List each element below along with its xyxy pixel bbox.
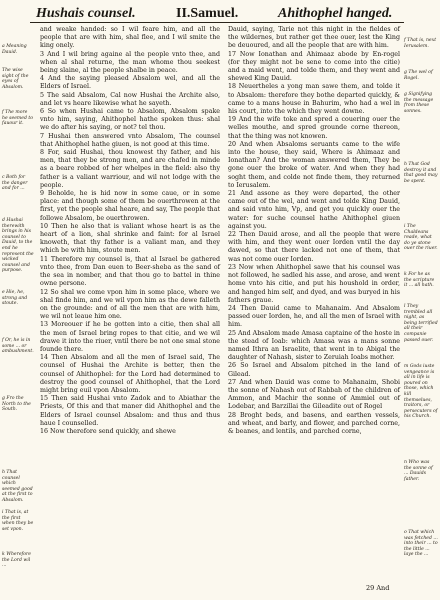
margin-note: m Gods iuste vengeance is all in life is poured on those, which kill themselues, traitors, or persecuters of his Church. xyxy=(404,364,438,420)
running-head xyxy=(0,6,440,22)
catchword: 29 And xyxy=(366,584,390,592)
margin-note: h That God destroy it and that good may be spent. xyxy=(404,162,438,184)
margin-note: f That is, next Ierusalem. xyxy=(404,38,437,49)
running-head-left: Hushais counsel. xyxy=(36,6,136,21)
running-head-right: Ahithophel hanged. xyxy=(278,6,393,21)
margin-note: l They trembled all night, as being terrified all their companie passed ouer. xyxy=(404,304,438,343)
margin-note: f Or, he is in some ... or ambushment. xyxy=(2,338,34,355)
margin-note: h That counsel which seemed good at the first to Absalom. xyxy=(2,470,33,503)
text-column-left: and weake handed: so I wil feare him, and all the people that are with him, shal flee, and I wil smite the king onely. 3 And I wil bring againe al the people vnto thee, and when al shal returne, the man whome thou seekest being slaine, al the people shalbe in peace. 4 And the saying pleased Absalom wel, and all the Elders of Israel. 5 The said Absalom, Cal now Hushai the Archite also, and let vs heare likewise what he sayeth. 6 So when Hushai came to Absalom, Absalom spake vnto him, saying, Ahithophel hathe spoken thus: shal we do after his saying, or not? tel thou. 7 Hushai then answered vnto Absalom, The counsel that Ahithophel hathe giuen, is not good at this time. 8 For, said Hushai, thou knowest thy father, and his men, that they be strong men, and are chafed in minde as a beare robbed of her whelpes in the field: also thy father is a valiant warriour, and wil not lodge with the people. 9 Beholde, he is hid now in some caue, or in some place: and though some of them be ouerthrowen at the first, yet the people shal heare, and say, The people that followe Absalom, be ouerthrowen. 10 Then he also that is valiant whose heart is as the heart of a lion, shal shrinke and faint: for al Israel knoweth, that thy father is a valiant man, and they which be with him, stoute men. 11 Therefore my counsel is, that al Israel be gathered vnto thee, from Dan euen to Beer-sheba as the sand of the sea in nomber, and that thou go to battel in thine owne persone. 12 So shal we come vpon him in some place, where we shal finde him, and we wil vpon him as the dewe falleth on the grounde: and of all the men that are with him, we wil not leaue him one. 13 Moreouer if he be gotten into a citie, then shal all the men of Israel bring ropes to that citie, and we wil drawe it into the riuer, vntil there be not one smal stone founde there. 14 Then Absalom and all the men of Israel said, The counsel of Hushai the Archite is better, then the counsel of Ahithophel: for the Lord had determined to destroy the good counsel of Ahithophel, that the Lord might bring euil vpon Absalom. 15 Then said Hushai vnto Zadok and to Abiathar the Priests, Of this and that maner did Ahithophel and the Elders of Israel counsel Absalom: and thus and thus haue I counselled. 16 Now therefore send quickly, and shewe xyxy=(40,26,220,435)
margin-note: c Both for the danger and for ... xyxy=(2,175,28,192)
text-column-right: Dauid, saying, Tarie not this night in the fieldes of the wildernes, but rather get thee ouer, lest the King be deuoured, and all the people that are with him. 17 Now Ionathan and Ahimaaz abode by En-rogel (for they might not be sene to come into the citie) and a maid went, and tolde them, and they went and shewed King Dauid. 18 Neuertheles a yong man sawe them, and tolde it to Absalom: therefore they bothe departed quickly, & came to a mans house in Bahurim, who had a wel in his court, into the which they went downe. 19 And the wife toke and spred a couering ouer the welles mouthe, and spred grounde corne thereon, that the thing was not knowen. 20 And when Absaloms seruants came to the wife into the house, they said, Where is Ahimaaz and Ionathan? And the woman answered them, They be gone ouer the broke of water. And when they had soght them, and colde not finde them, they returned to Ierusalem. 21 And assone as they were departed, the other came out of the wel, and went and tolde King Dauid, and said vnto him, Vp, and get you quickly ouer the water: for suche counsel hathe Ahithophel giuen against you. 22 Then Dauid arose, and all the people that were with him, and they went ouer Iorden vntil the day dawed, so that there lacked not one of them, that was not come ouer Iorden. 23 Now when Ahithophel sawe that his counsel was not followed, he sadled his asse, and arose, and went home vnto his citie, and put his houshold in order, and hanged him self, and dyed, and was buryed in his fathers graue. 24 Then Dauid came to Mahanaim. And Absalom passed ouer Iorden, he, and all the men of Israel with him. 25 And Absalom made Amasa captaine of the hoste in the stead of Ioab: which Amasa was a mans sonne named Ithra an Israelite, that went in to Abigal the daughter of Nahash, sister to Zeruiah Ioabs mother. 26 So Israel and Absalom pitched in the land of Gilead. 27 And when Dauid was come to Mahanaim, Shobi the sonne of Nahash out of Rabbah of the children of Ammon, and Machir the sonne of Ammiel out of Lodebar, and Barzillai the Gileadite out of Rogel 28 Broght beds, and basens, and earthen vessels, and wheat, and barly, and flower, and parched corne, & beanes, and lentils, and parched corne, xyxy=(228,26,400,435)
margin-note: g Fro the North to the South. xyxy=(2,396,31,413)
margin-note: n Who was the sonne of ... Dauids father. xyxy=(404,460,433,482)
margin-note: f The more he seemed to fauour it. xyxy=(2,110,34,127)
margin-note: g The wel of Rogel. xyxy=(404,70,433,81)
running-head-center: II.Samuel. xyxy=(176,6,239,21)
margin-note: i That is, at the first when they be set vpon. xyxy=(2,510,34,532)
margin-note: d Hushai therewith brings in his counsel to Dauid, to the end he represent the wicked counsel and purpose. xyxy=(2,218,34,274)
margin-note: g Signifying the message from these sonnes. xyxy=(404,92,434,114)
margin-note: a Meaning Dauid. xyxy=(2,44,27,55)
margin-note: i The Chaldeans reade, what do ye stone ouer the riuer. xyxy=(404,224,438,252)
margin-note: The wise sight of the eyes of Absalom. xyxy=(2,68,29,90)
header-rule xyxy=(30,22,404,23)
margin-note: o That which was fetched ... into their ... to the little ... laye the ... xyxy=(404,530,438,558)
margin-note: e Hie, he, strong and stoute. xyxy=(2,290,28,307)
margin-note: k Wherefore the Lord wil ... xyxy=(2,552,31,569)
margin-note: k For he as the scripture it ... all hath. xyxy=(404,272,435,289)
